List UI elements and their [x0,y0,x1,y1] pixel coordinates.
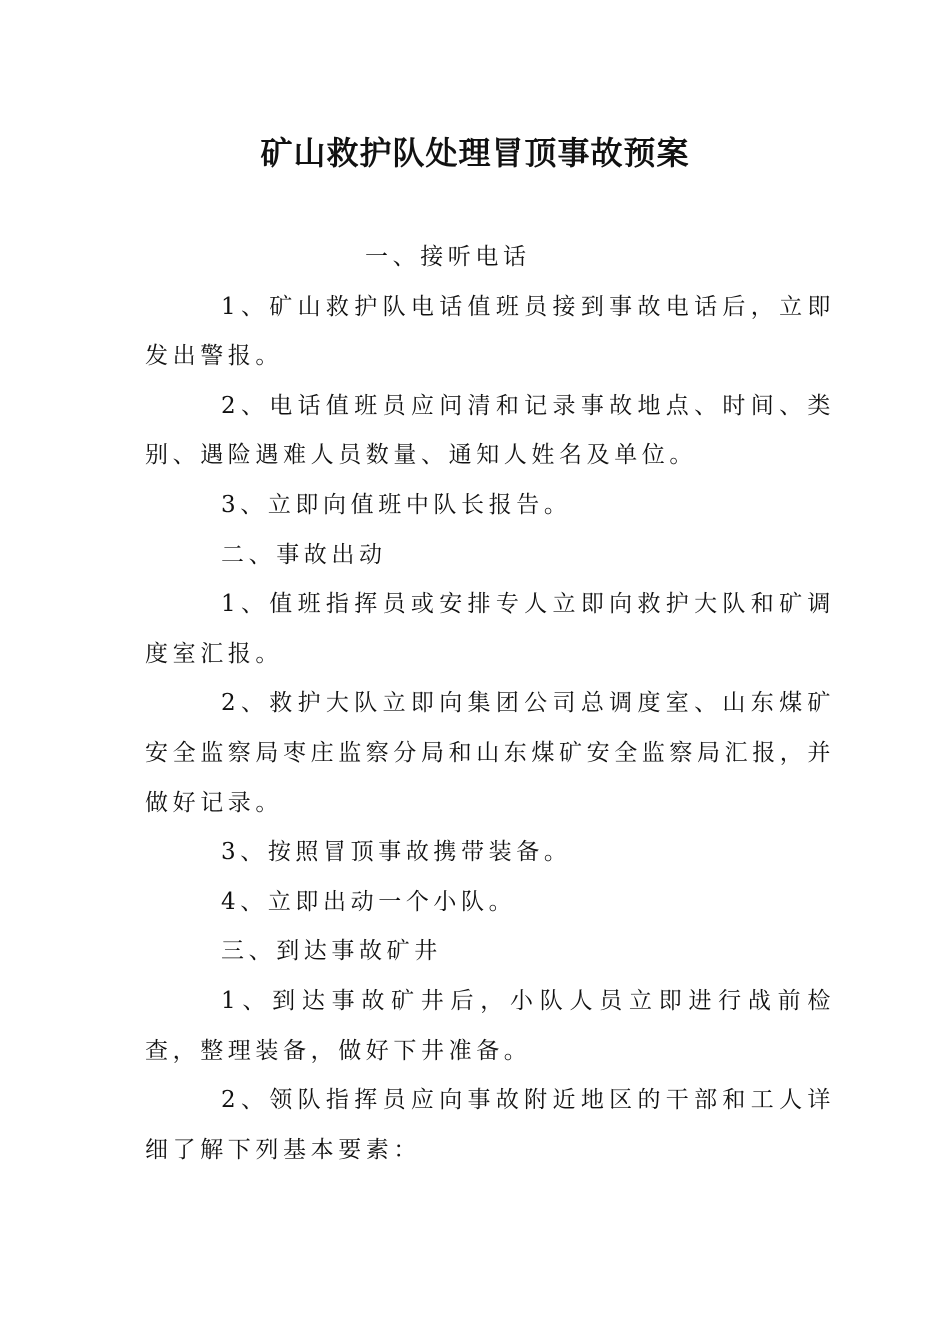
paragraph: 1、值班指挥员或安排专人立即向救护大队和矿调度室汇报。 [145,591,835,667]
section-heading-answer-call: 一、接听电话 [365,244,531,270]
paragraph: 2、电话值班员应问清和记录事故地点、时间、类别、遇险遇难人员数量、通知人姓名及单位。 [145,392,835,469]
paragraph: 1、矿山救护队电话值班员接到事故电话后，立即发出警报。 [145,293,835,370]
document-body [145,233,835,1175]
paragraph: 4、立即出动一个小队。 [221,888,517,915]
paragraph: 3、立即向值班中队长报告。 [221,491,572,518]
paragraph: 1、到达事故矿井后，小队人员立即进行战前检查，整理装备，做好下井准备。 [145,987,835,1064]
section-heading-arrive: 三、到达事故矿井 [221,938,442,965]
paragraph: 2、救护大队立即向集团公司总调度室、山东煤矿安全监察局枣庄监察分局和山东煤矿安全监察局汇报，并做好记录。 [145,690,835,816]
paragraph: 3、按照冒顶事故携带装备。 [221,839,572,866]
section-heading-dispatch: 二、事故出动 [221,541,387,568]
document-title: 矿山救护队处理冒顶事故预案 [260,134,690,172]
paragraph: 2、领队指挥员应向事故附近地区的干部和工人详细了解下列基本要素： [145,1087,835,1163]
